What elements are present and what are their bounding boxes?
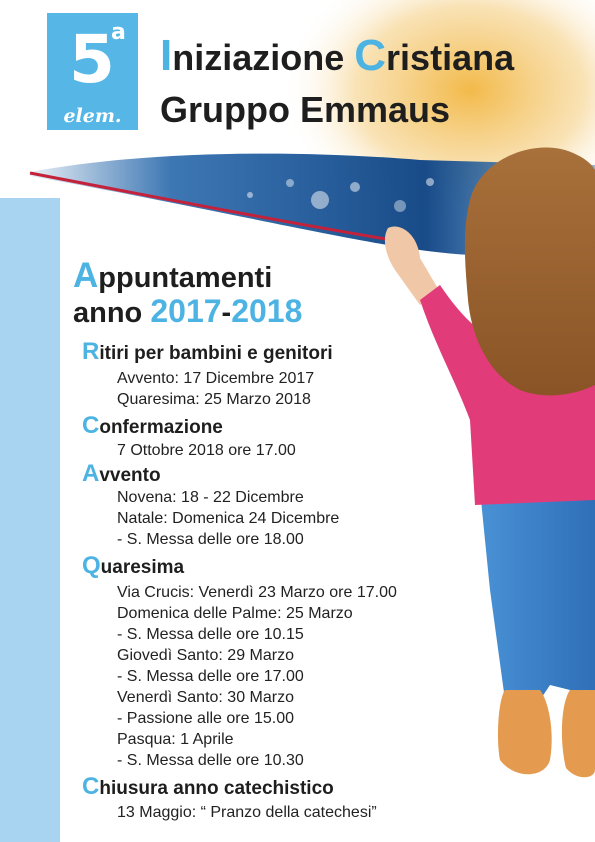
section-ritiri-title: Ritiri per bambini e genitori [82,338,333,365]
list-item: Novena: 18 - 22 Dicembre [117,489,304,506]
appointments-heading: Appuntamenti [73,256,273,295]
child-shoe-left [498,690,552,774]
section-avvento-title: Avvento [82,460,161,487]
section-quaresima-title: Quaresima [82,552,185,579]
list-item: Natale: Domenica 24 Dicembre [117,510,340,527]
list-item: Domenica delle Palme: 25 Marzo [117,605,353,622]
list-item: Pasqua: 1 Aprile [117,731,234,748]
list-item: - S. Messa delle ore 18.00 [117,531,304,548]
list-item: Giovedì Santo: 29 Marzo [117,647,294,664]
list-item: Avvento: 17 Dicembre 2017 [117,370,315,387]
list-item: - S. Messa delle ore 10.30 [117,752,304,769]
page-subtitle: Gruppo Emmaus [160,89,451,130]
section-chiusura-title: Chiusura anno catechistico [82,773,334,800]
grade-label: elem. [63,105,122,127]
list-item: - S. Messa delle ore 17.00 [117,668,304,685]
child-jeans [478,470,595,720]
page-title: Iniziazione Cristiana [160,31,515,80]
list-item: 13 Maggio: “ Pranzo della catechesi” [117,804,377,821]
child-shoe-right [562,690,595,777]
left-accent-bar [0,198,60,842]
grade-superscript: a [111,20,126,45]
list-item: 7 Ottobre 2018 ore 17.00 [117,442,296,459]
section-confermazione-title: Confermazione [82,412,223,439]
list-item: Venerdì Santo: 30 Marzo [117,689,294,706]
list-item: Quaresima: 25 Marzo 2018 [117,391,311,408]
grade-number: 5 [69,21,115,98]
list-item: - Passione alle ore 15.00 [117,710,294,727]
list-item: - S. Messa delle ore 10.15 [117,626,304,643]
year-heading: anno 2017-2018 [73,293,303,329]
grade-badge [47,13,138,130]
list-item: Via Crucis: Venerdì 23 Marzo ore 17.00 [117,584,397,601]
